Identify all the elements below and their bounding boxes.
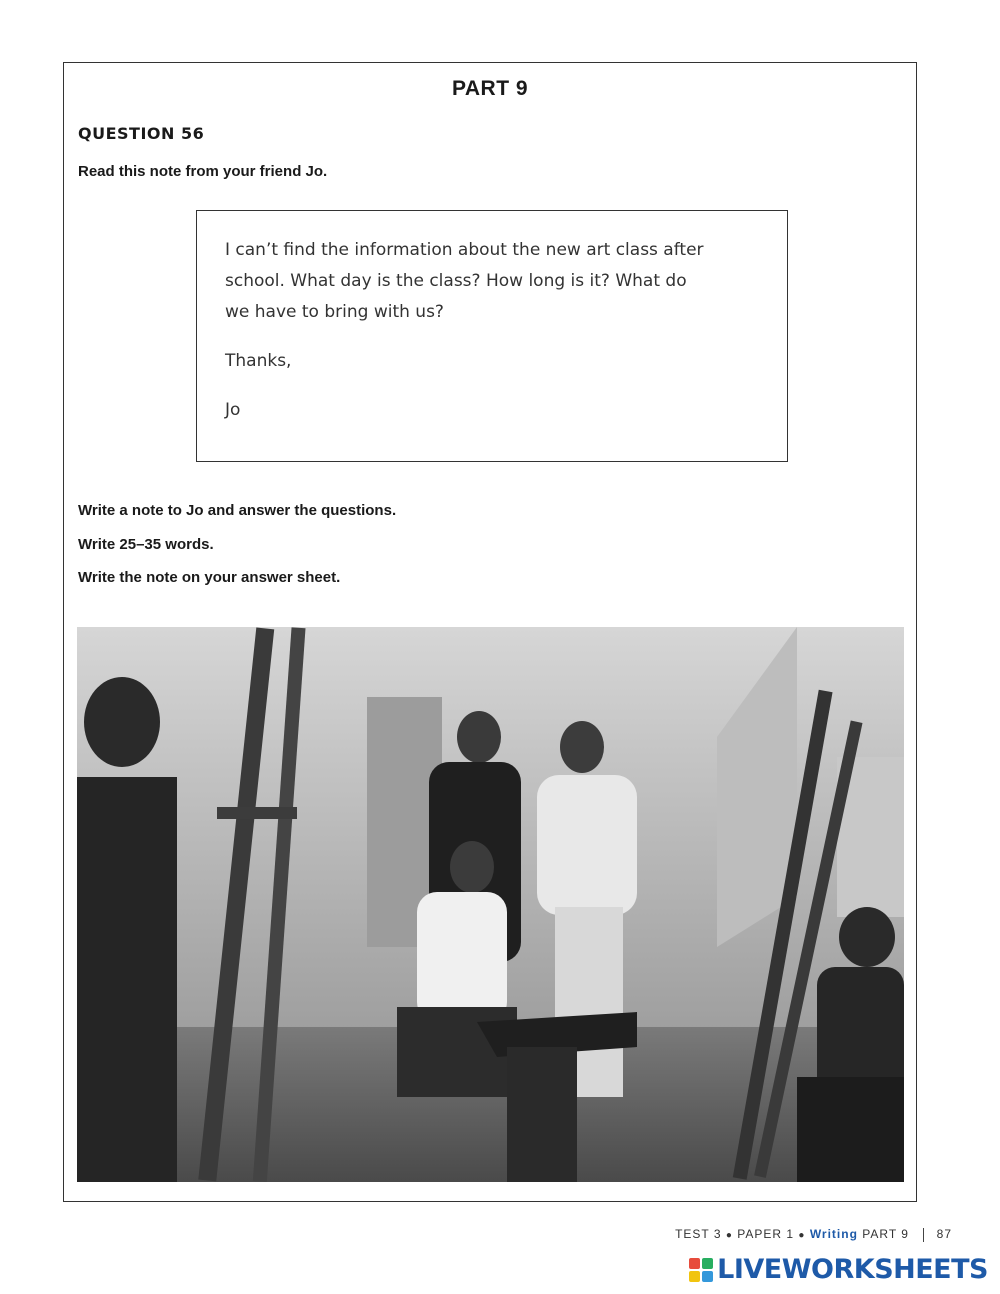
footer-section: Writing xyxy=(809,1227,858,1241)
bullet-icon: ● xyxy=(798,1230,806,1241)
art-class-photo xyxy=(77,627,904,1182)
footer-divider xyxy=(923,1228,924,1242)
page-number: 87 xyxy=(936,1227,952,1241)
footer-test: TEST 3 xyxy=(675,1227,722,1241)
page-footer xyxy=(675,1227,952,1242)
note-line: we have to bring with us? xyxy=(225,302,444,322)
friend-note xyxy=(196,210,788,462)
part-title: PART 9 xyxy=(451,77,529,100)
instruction-3: Write the note on your answer sheet. xyxy=(78,569,341,586)
question-title: QUESTION 56 xyxy=(78,124,205,143)
note-line: school. What day is the class? How long is it? What do xyxy=(225,271,687,291)
intro-text: Read this note from your friend Jo. xyxy=(78,163,328,180)
art-class-photo-icon xyxy=(77,627,904,1182)
brand xyxy=(689,1254,988,1285)
footer-part: PART 9 xyxy=(862,1227,909,1241)
note-closing: Thanks, xyxy=(225,351,292,371)
instruction-2: Write 25–35 words. xyxy=(78,536,214,553)
brand-name: LIVEWORKSHEETS xyxy=(717,1254,988,1285)
note-line: I can’t find the information about the new art class after xyxy=(225,240,704,260)
bullet-icon: ● xyxy=(725,1230,733,1241)
liveworksheets-logo-icon xyxy=(689,1258,713,1282)
instruction-1: Write a note to Jo and answer the questions. xyxy=(78,502,397,519)
page-frame xyxy=(63,62,917,1202)
footer-paper: PAPER 1 xyxy=(737,1227,795,1241)
note-signature: Jo xyxy=(225,400,241,420)
